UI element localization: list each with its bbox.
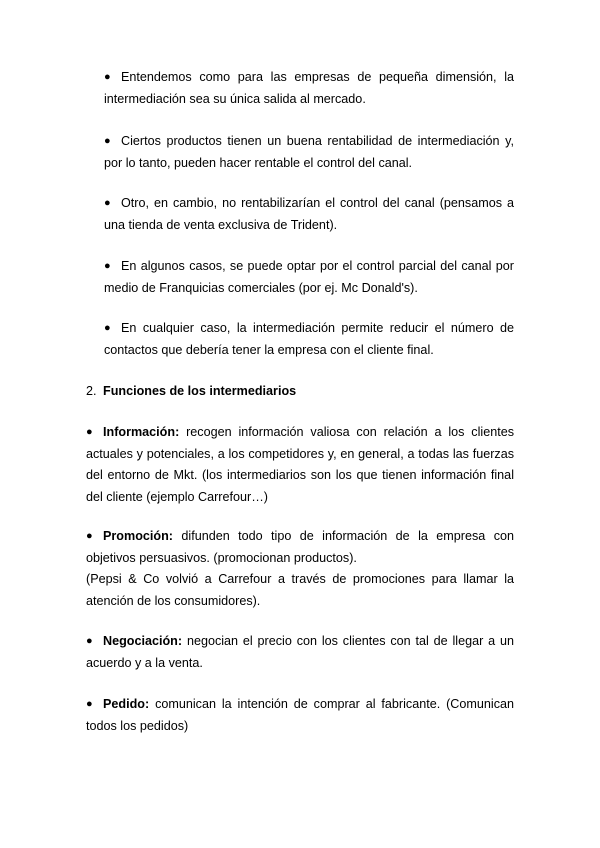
list-item-text: En algunos casos, se puede optar por el control parcial del canal por medio de Franquicias comerciales (por ej. Mc Donald's). bbox=[104, 259, 514, 295]
bullet-icon: ● bbox=[86, 426, 93, 438]
bullet-icon: ● bbox=[86, 635, 93, 647]
list-item-text: Entendemos como para las empresas de pequeña dimensión, la intermediación sea su única salida al mercado. bbox=[104, 70, 514, 106]
bullet-icon: ● bbox=[104, 71, 111, 83]
function-description: recogen información valiosa con relación a los clientes actuales y potenciales, a los competidores y, en general, a todas las fuerzas del entorno de Mkt. (los intermediarios son los que tienen información final del cliente (ejemplo Carrefour…) bbox=[86, 425, 515, 504]
bullet-icon: ● bbox=[104, 322, 111, 334]
function-extra: (Pepsi & Co volvió a Carrefour a través de promociones para llamar la atención de los consumidores). bbox=[86, 572, 514, 608]
bullet-icon: ● bbox=[86, 530, 93, 542]
list-item-text bbox=[86, 526, 514, 569]
function-description: negocian el precio con los clientes con tal de llegar a un acuerdo y a la venta. bbox=[86, 634, 515, 670]
list-item-text: Ciertos productos tienen un buena rentabilidad de intermediación y, por lo tanto, pueden hacer rentable el control del canal. bbox=[104, 134, 514, 170]
function-term: Negociación: bbox=[103, 634, 183, 648]
list-item-text: En cualquier caso, la intermediación permite reducir el número de contactos que debería tener la empresa con el cliente final. bbox=[104, 321, 514, 357]
function-description: comunican la intención de comprar al fabricante. (Comunican todos los pedidos) bbox=[86, 697, 514, 733]
list-item-text bbox=[86, 422, 514, 508]
bullet-icon: ● bbox=[86, 698, 93, 710]
bullet-icon: ● bbox=[104, 135, 111, 147]
section-title: Funciones de los intermediarios bbox=[103, 384, 297, 398]
bullet-icon: ● bbox=[104, 197, 111, 209]
list-item-text: Otro, en cambio, no rentabilizarían el control del canal (pensamos a una tienda de venta exclusiva de Trident). bbox=[104, 196, 514, 232]
section-number: 2. bbox=[86, 384, 97, 398]
function-description: difunden todo tipo de información de la empresa con objetivos persuasivos. (promocionan productos). bbox=[86, 529, 515, 565]
function-term: Pedido: bbox=[103, 697, 150, 711]
list-item-text bbox=[86, 694, 514, 737]
function-term: Promoción: bbox=[103, 529, 173, 543]
function-term: Información: bbox=[103, 425, 180, 439]
list-item-text bbox=[86, 631, 514, 674]
bullet-icon: ● bbox=[104, 260, 111, 272]
